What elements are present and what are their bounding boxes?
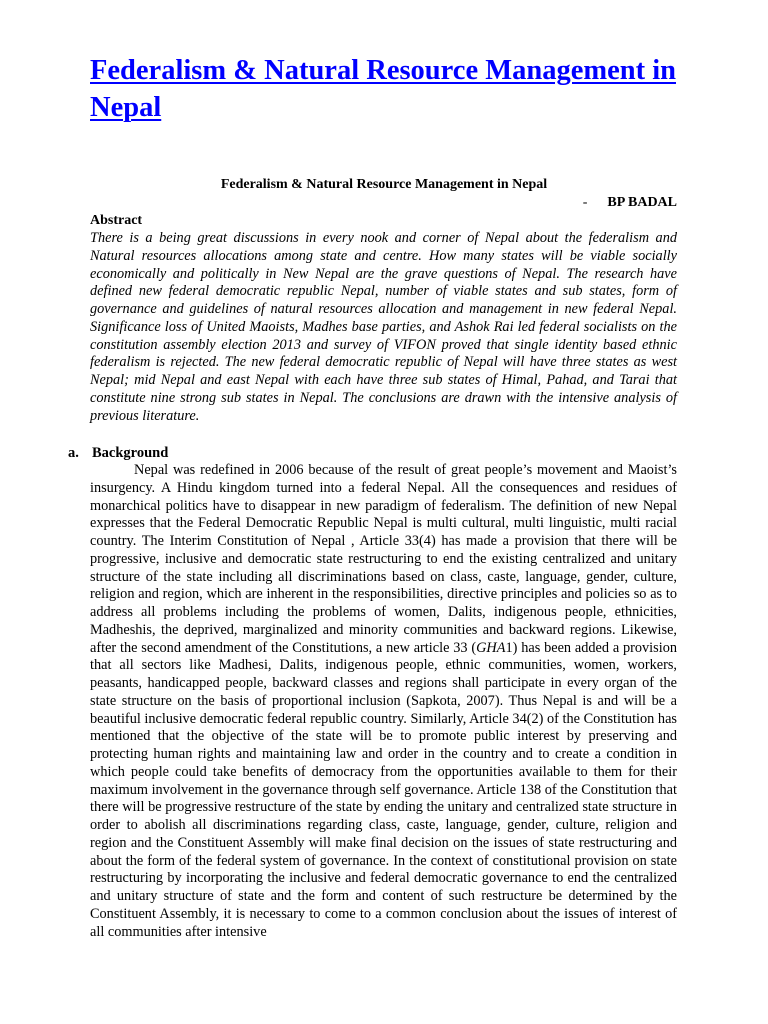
background-text-part1: Nepal was redefined in 2006 because of the result of great people’s movement and Maoist’s insurgency. A Hindu kingdom turned into a federal Nepal. All the consequences and residues of monarchical politics have to disappear in new paradigm of federalism. The definition of new Nepal expresses that the Federal Democratic Republic Nepal is multi cultural, multi linguistic, multi racial country. The Interim Constitution of Nepal , Article 33(4) has made a provision that there will be progressive, inclusive and democratic state restructuring to end the existing centralized and unitary structure of the state including all discriminations based on class, caste, language, gender, culture, religion and region, which are inherent in the responsibilities, directive principles and policies so as to address all problems including the problems of women, Dalits, indigenous people, ethnicities, Madheshis, the deprived, marginalized and minority communities and backward regions. Likewise, after the second amendment of the Constitutions, a new article 33 ( [90, 462, 677, 656]
document-title-link[interactable]: Federalism & Natural Resource Management in Nepal [90, 55, 676, 123]
section-heading-label: Background [92, 445, 169, 461]
author-line [90, 194, 677, 212]
abstract-heading: Abstract [90, 213, 143, 228]
author-name: BP BADAL [607, 195, 677, 210]
abstract-paragraph: There is a being great discussions in every nook and corner of Nepal about the federalism and Natural resources allocations among state and centre. How many states will be viable socially economically and politically in New Nepal are the grave questions of Nepal. The research have defined new federal democratic republic Nepal, number of viable states and sub states, form of governance and guidelines of natural resources allocation and management in new federal Nepal. Significance loss of United Maoists, Madhes base parties, and Ashok Rai led federal socialists on the constitution assembly election 2013 and survey of VIFON proved that single identity based ethnic federalism is rejected. The new federal democratic republic of Nepal will have three states as west Nepal; mid Nepal and east Nepal with each have three sub states of Himal, Pahad, and Tarai that constitute nine strong sub states in Nepal. The conclusions are drawn with the intensive analysis of previous literature. [90, 230, 677, 424]
author-dash: - [582, 195, 588, 210]
background-text-part2: 1) has been added a provision that all sectors like Madhesi, Dalits, indigenous people, ethnic communities, women, workers, peasants, handicapped people, backward classes and regions shall participate in every organ of the state structure on the basis of proportional inclusion (Sapkota, 2007). Thus Nepal is and will be a beautiful inclusive democratic federal republic country. Similarly, Article 34(2) of the Constitution has mentioned that the objective of the state will be to promote public interest by preserving and protecting human rights and maintaining law and order in the country and to create a condition in which people could take benefits of democracy from the opportunities available to them for their maximum involvement in the governance through self governance. Article 138 of the Constitution that there will be progressive restructure of the state by ending the unitary and centralized state structure in order to abolish all discriminations regarding class, caste, language, gender, culture, religion and region and the Constituent Assembly will make final decision on the issues of state restructuring and about the form of the federal system of governance. In the context of constitutional provision on state restructuring by incorporating the inclusive and federal democratic governance to end the centralized and unitary structure of state and the form and content of such restructure be determined by the Constituent Assembly, it is necessary to come to a common conclusion about the issues of interest of all communities after intensive [90, 639, 677, 940]
background-paragraph [90, 462, 677, 941]
document-subtitle: Federalism & Natural Resource Management in Nepal [220, 177, 548, 192]
background-text-italic: GHA [476, 639, 506, 656]
section-marker: a. [68, 445, 79, 461]
background-heading [68, 444, 168, 462]
